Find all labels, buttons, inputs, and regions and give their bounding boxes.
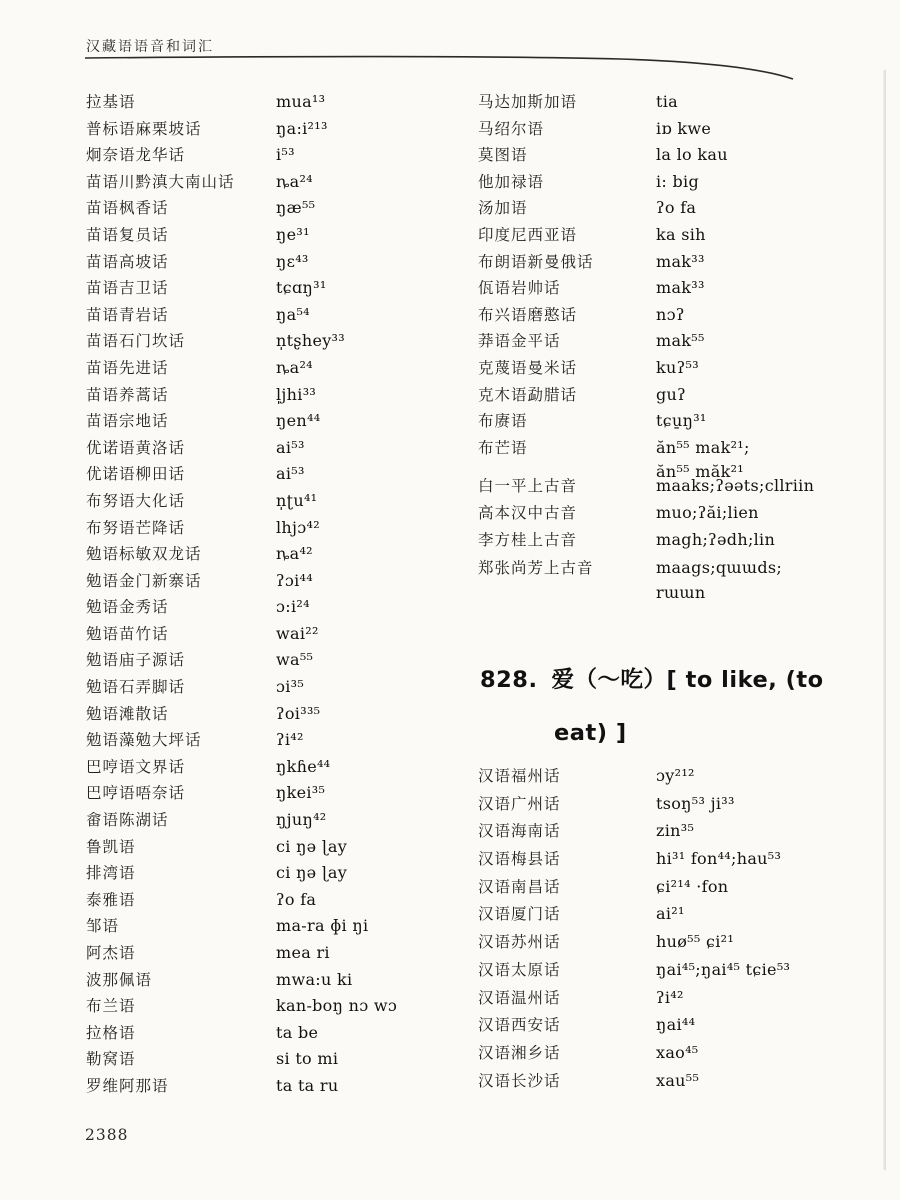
- phonetic-value: l̩jhi³³: [276, 384, 317, 404]
- language-name: 马达加斯加语: [478, 93, 578, 111]
- language-name: 罗维阿那语: [86, 1076, 169, 1095]
- phonetic-value: ŋa⁵⁴: [276, 304, 310, 324]
- phonetic-value: mak³³: [656, 278, 705, 298]
- entry-row: [86, 968, 466, 995]
- language-name: 苗语川黔滇大南山话: [86, 172, 235, 191]
- phonetic-value: hi³¹ fon⁴⁴;hau⁵³: [656, 849, 782, 869]
- phonetic-value: mea ri: [276, 943, 330, 962]
- entry-row: [86, 516, 466, 543]
- reconstruction-block: [478, 474, 878, 610]
- entry-row: [478, 501, 878, 528]
- entry-row: [478, 847, 878, 875]
- entry-row: [86, 196, 466, 223]
- entry-row: [86, 888, 466, 915]
- language-name: 拉基语: [86, 93, 136, 111]
- phonetic-value: iɒ kwe: [656, 118, 712, 138]
- language-name: 布努语大化话: [86, 491, 186, 510]
- entry-row: [478, 474, 878, 501]
- phonetic-value: huø⁵⁵ ɕi²¹: [656, 932, 735, 952]
- entry-row: [86, 994, 466, 1021]
- phonetic-value: guʔ: [656, 384, 687, 404]
- phonetic-value: ɕi²¹⁴ ·fon: [656, 876, 729, 896]
- language-name: 勉语金秀话: [86, 598, 169, 617]
- language-name: 汉语长沙话: [478, 1071, 561, 1090]
- phonetic-value: ŋɛ⁴³: [276, 251, 309, 271]
- entry-row: [86, 1074, 466, 1101]
- language-name: 勉语标敏双龙话: [86, 545, 202, 564]
- language-name: 苗语先进话: [86, 358, 169, 377]
- entry-row: [478, 223, 878, 250]
- phonetic-value: i: big: [656, 171, 699, 191]
- phonetic-value: ai²¹: [656, 904, 685, 924]
- phonetic-value: ʔi⁴²: [276, 730, 304, 750]
- language-name: 苗语宗地话: [86, 412, 169, 431]
- phonetic-value: ŋkɦe⁴⁴: [276, 756, 331, 776]
- entry-row: [478, 902, 878, 930]
- phonetic-value: n̩ʈu⁴¹: [276, 490, 318, 510]
- right-column-top: [478, 90, 878, 489]
- language-name: 布努语芒降话: [86, 518, 186, 537]
- phonetic-value: ŋjuŋ⁴²: [276, 810, 327, 830]
- phonetic-value: maags;qɯɯds;: [656, 557, 783, 577]
- entry-row: [86, 702, 466, 729]
- phonetic-value: ʔɔi⁴⁴: [276, 570, 313, 590]
- language-name: 布芒语: [478, 438, 528, 457]
- phonetic-value: ta ta ru: [276, 1075, 339, 1095]
- entry-row: [86, 356, 466, 383]
- language-name: 高本汉中古音: [478, 504, 578, 523]
- phonetic-value: ăn⁵⁵ măk²¹: [656, 462, 744, 482]
- phonetic-value: ci ŋə ɭay: [276, 836, 348, 856]
- entry-row: [478, 1069, 878, 1097]
- phonetic-value: ai⁵³: [276, 464, 305, 484]
- phonetic-value: tia: [656, 92, 678, 111]
- phonetic-value: muo;ʔăi;lien: [656, 503, 759, 523]
- entry-row: [86, 409, 466, 436]
- language-name: 汉语海南话: [478, 822, 561, 841]
- language-name: 白一平上古音: [478, 477, 578, 495]
- language-name: 汉语福州话: [478, 767, 561, 785]
- entry-row: [86, 728, 466, 755]
- phonetic-value: wai²²: [276, 623, 319, 643]
- phonetic-value: mwa:u ki: [276, 969, 353, 989]
- language-name: 勉语金门新寨话: [86, 571, 202, 590]
- entry-row: [478, 528, 878, 555]
- entry-row: [478, 383, 878, 410]
- language-name: 优诺语黄洛话: [86, 438, 186, 457]
- language-name: 勉语苗竹话: [86, 624, 169, 643]
- entry-row: [86, 861, 466, 888]
- entry-row: [86, 755, 466, 782]
- entry-row: [478, 276, 878, 303]
- entry-row: [478, 875, 878, 903]
- entry-row: [478, 583, 878, 610]
- entry-row: [478, 90, 878, 117]
- phonetic-value: mua¹³: [276, 92, 326, 111]
- phonetic-value: xau⁵⁵: [656, 1070, 700, 1090]
- entry-row: [86, 170, 466, 197]
- language-name: 邹语: [86, 917, 120, 936]
- language-name: 勉语石弄脚话: [86, 678, 186, 697]
- entry-row: [478, 556, 878, 583]
- entry-row: [86, 781, 466, 808]
- language-name: 巴哼语文界话: [86, 757, 186, 776]
- phonetic-value: ŋa:i²¹³: [276, 118, 328, 138]
- language-name: 阿杰语: [86, 944, 136, 962]
- phonetic-value: ŋen⁴⁴: [276, 411, 321, 431]
- language-name: 郑张尚芳上古音: [478, 558, 594, 577]
- language-name: 勉语藻勉大坪话: [86, 731, 202, 750]
- entry-row: [86, 250, 466, 277]
- entry-row: [86, 542, 466, 569]
- phonetic-value: si to mi: [276, 1049, 339, 1069]
- left-column: [86, 90, 466, 1101]
- entry-row: [86, 117, 466, 144]
- phonetic-value: la lo kau: [656, 145, 728, 165]
- entry-row: [478, 1041, 878, 1069]
- language-name: 他加禄语: [478, 172, 545, 191]
- language-name: 布朗语新曼俄话: [478, 252, 594, 271]
- language-name: 鲁凯语: [86, 837, 136, 856]
- phonetic-value: mak³³: [656, 251, 705, 271]
- running-header: 汉藏语语音和词汇: [86, 39, 214, 55]
- section-title-line1: 爱（～吃）[ to like, (to: [551, 667, 824, 693]
- phonetic-value: lhjɔ⁴²: [276, 517, 320, 537]
- phonetic-value: wa⁵⁵: [276, 650, 314, 670]
- language-name: 布兴语磨憨话: [478, 305, 578, 324]
- phonetic-value: tsoŋ⁵³ ji³³: [656, 793, 735, 813]
- entry-row: [86, 595, 466, 622]
- phonetic-value: ʔo fa: [656, 198, 697, 218]
- language-name: 波那佩语: [86, 970, 153, 989]
- entry-row: [86, 143, 466, 170]
- phonetic-value: i⁵³: [276, 145, 295, 165]
- phonetic-value: ʔi⁴²: [656, 987, 684, 1007]
- language-name: 拉格语: [86, 1023, 136, 1042]
- entry-row: [478, 930, 878, 958]
- phonetic-value: kan-boŋ nɔ wɔ: [276, 996, 398, 1016]
- entry-row: [86, 489, 466, 516]
- language-name: 苗语青岩话: [86, 305, 169, 324]
- phonetic-value: ɔy²¹²: [656, 766, 695, 785]
- entry-row: [478, 792, 878, 820]
- scan-edge-shadow: [883, 70, 886, 1170]
- phonetic-value: nɔʔ: [656, 304, 685, 324]
- language-name: 汉语厦门话: [478, 905, 561, 924]
- phonetic-value: ta be: [276, 1022, 319, 1042]
- language-name: 苗语石门坎话: [86, 332, 186, 351]
- language-name: 莽语金平话: [478, 332, 561, 351]
- entry-row: [86, 303, 466, 330]
- entry-row: [478, 819, 878, 847]
- entry-row: [86, 941, 466, 968]
- entry-row: [478, 986, 878, 1014]
- language-name: 炯奈语龙华话: [86, 146, 186, 165]
- phonetic-value: ci ŋə ɭay: [276, 863, 348, 883]
- language-name: 优诺语柳田话: [86, 465, 186, 484]
- entry-row: [86, 1021, 466, 1048]
- language-name: 巴哼语唔奈话: [86, 784, 186, 803]
- entry-row: [478, 409, 878, 436]
- language-name: 汉语南昌话: [478, 877, 561, 896]
- phonetic-value: ʔoi³³⁵: [276, 703, 321, 723]
- phonetic-value: ăn⁵⁵ mak²¹;: [656, 437, 750, 457]
- entry-row: [86, 223, 466, 250]
- entry-row: [86, 436, 466, 463]
- entry-row: [478, 196, 878, 223]
- entry-row: [478, 764, 878, 792]
- language-name: 汤加语: [478, 199, 528, 218]
- entry-row: [86, 808, 466, 835]
- phonetic-value: mak⁵⁵: [656, 331, 705, 351]
- language-name: 勒窝语: [86, 1050, 136, 1069]
- right-column-bottom: [478, 764, 878, 1096]
- phonetic-value: tɕu̱ŋ³¹: [656, 411, 707, 431]
- entry-row: [86, 383, 466, 410]
- entry-row: [478, 436, 878, 463]
- entry-row: [86, 90, 466, 117]
- phonetic-value: ŋkei³⁵: [276, 783, 326, 803]
- phonetic-value: ma-ra ɸi ŋi: [276, 916, 369, 936]
- entry-row: [478, 117, 878, 144]
- phonetic-value: ȵa⁴²: [276, 544, 313, 564]
- language-name: 苗语枫香话: [86, 199, 169, 218]
- language-name: 勉语滩散话: [86, 704, 169, 723]
- phonetic-value: zin³⁵: [656, 821, 695, 841]
- entry-row: [478, 303, 878, 330]
- section-heading: [480, 662, 890, 746]
- entry-row: [86, 329, 466, 356]
- language-name: 汉语梅县话: [478, 850, 561, 869]
- phonetic-value: magh;ʔədh;lin: [656, 530, 776, 550]
- language-name: 汉语湘乡话: [478, 1043, 561, 1062]
- entry-row: [86, 569, 466, 596]
- entry-row: [86, 835, 466, 862]
- language-name: 汉语广州话: [478, 794, 561, 813]
- language-name: 勉语庙子源话: [86, 651, 186, 670]
- header-rule: [0, 0, 900, 95]
- phonetic-value: ȵa²⁴: [276, 171, 313, 191]
- entry-row: [478, 143, 878, 170]
- entry-row: [478, 958, 878, 986]
- phonetic-value: ɔi³⁵: [276, 677, 305, 697]
- phonetic-value: maaks;ʔəəts;cllriin: [656, 476, 815, 495]
- language-name: 汉语西安话: [478, 1016, 561, 1035]
- entry-row: [86, 276, 466, 303]
- phonetic-value: ŋæ⁵⁵: [276, 198, 316, 218]
- phonetic-value: ai⁵³: [276, 437, 305, 457]
- language-name: 排湾语: [86, 864, 136, 883]
- phonetic-value: ʔo fa: [276, 889, 317, 909]
- phonetic-value: n̩tʂhey³³: [276, 331, 345, 351]
- language-name: 布赓语: [478, 412, 528, 431]
- entry-row: [86, 622, 466, 649]
- language-name: 汉语苏州话: [478, 933, 561, 952]
- entry-row: [478, 1013, 878, 1041]
- entry-row: [478, 250, 878, 277]
- entry-row: [86, 1047, 466, 1074]
- language-name: 苗语吉卫话: [86, 279, 169, 298]
- entry-row: [86, 462, 466, 489]
- phonetic-value: kuʔ⁵³: [656, 357, 699, 377]
- entry-row: [86, 914, 466, 941]
- language-name: 克蔑语曼米话: [478, 358, 578, 377]
- language-name: 苗语高坡话: [86, 252, 169, 271]
- phonetic-value: ȵa²⁴: [276, 357, 313, 377]
- section-title-line2: eat) ]: [554, 720, 627, 746]
- entry-row: [478, 329, 878, 356]
- language-name: 佤语岩帅话: [478, 279, 561, 298]
- language-name: 马绍尔语: [478, 119, 545, 138]
- page-number: 2388: [85, 1126, 129, 1144]
- phonetic-value: ka sih: [656, 224, 706, 244]
- entry-row: [478, 356, 878, 383]
- language-name: 李方桂上古音: [478, 531, 578, 550]
- phonetic-value: tɕɑŋ³¹: [276, 278, 327, 298]
- phonetic-value: rɯɯn: [656, 582, 706, 602]
- entry-row: [86, 675, 466, 702]
- phonetic-value: ŋai⁴⁵;ŋai⁴⁵ tɕie⁵³: [656, 959, 791, 979]
- language-name: 畲语陈湖话: [86, 811, 169, 830]
- entry-row: [86, 648, 466, 675]
- language-name: 汉语太原话: [478, 960, 561, 979]
- language-name: 布兰语: [86, 997, 136, 1016]
- phonetic-value: ŋai⁴⁴: [656, 1015, 696, 1035]
- language-name: 莫图语: [478, 146, 528, 165]
- phonetic-value: ŋe³¹: [276, 224, 310, 244]
- language-name: 印度尼西亚语: [478, 225, 578, 244]
- language-name: 汉语温州话: [478, 988, 561, 1007]
- language-name: 苗语养蒿话: [86, 385, 169, 404]
- section-number: 828.: [480, 667, 538, 693]
- language-name: 苗语复员话: [86, 225, 169, 244]
- phonetic-value: ɔ:i²⁴: [276, 597, 310, 617]
- language-name: 克木语勐腊话: [478, 385, 578, 404]
- entry-row: [478, 170, 878, 197]
- phonetic-value: xao⁴⁵: [656, 1042, 699, 1062]
- language-name: 普标语麻栗坡话: [86, 119, 202, 138]
- language-name: 泰雅语: [86, 890, 136, 909]
